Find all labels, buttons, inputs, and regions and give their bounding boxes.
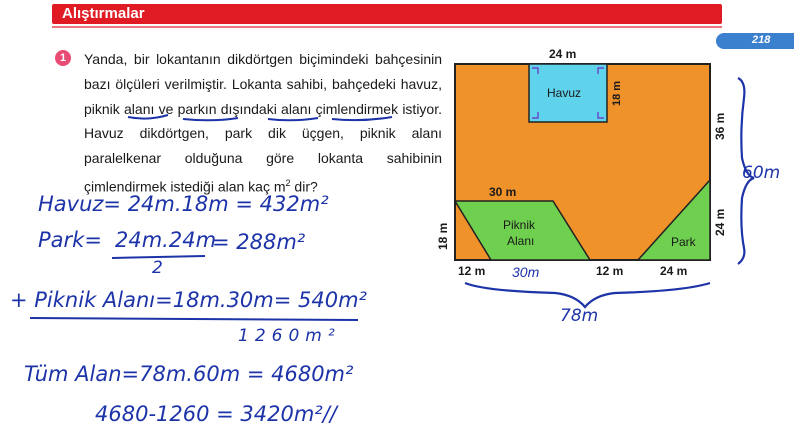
annotation-total-height: 60m: [742, 163, 781, 183]
label-left-height: 18 m: [436, 222, 450, 250]
solution-line-havuz: Havuz= 24m.18m = 432m²: [38, 192, 329, 216]
solution-park-label: Park=: [38, 228, 102, 252]
label-right-lower: 24 m: [713, 208, 727, 236]
pool-label: Havuz: [547, 86, 582, 100]
picnic-label-1: Piknik: [503, 218, 536, 232]
problem-text-end: dir?: [290, 178, 318, 195]
annotation-total-width: 78m: [560, 306, 599, 326]
page-number: 218: [752, 34, 771, 46]
park-label: Park: [671, 235, 696, 249]
label-picnic-top: 30 m: [489, 185, 517, 199]
solution-line-final: 4680-1260 = 3420m²//: [95, 402, 337, 426]
picnic-label-2: Alanı: [507, 234, 535, 248]
solution-park-numerator: 24m.24m: [115, 228, 217, 252]
label-pool-height: 18 m: [611, 80, 623, 106]
label-right-upper: 36 m: [713, 112, 727, 140]
question-number-badge: 1: [55, 50, 71, 66]
sum-rule: [30, 318, 358, 320]
solution-park-result: = 288m²: [212, 230, 306, 254]
label-bottom-1: 12 m: [458, 264, 486, 278]
label-bottom-2: 30m: [512, 264, 540, 280]
problem-text-sup: 2: [285, 177, 291, 188]
label-bottom-3: 12 m: [596, 264, 624, 278]
solution-park-denominator: 2: [152, 258, 163, 278]
label-top-width: 24 m: [549, 47, 577, 61]
label-bottom-4: 24 m: [660, 264, 688, 278]
solution-sum: 1260m²: [238, 326, 341, 346]
solution-line-piknik: + Piknik Alanı=18m.30m= 540m²: [10, 288, 367, 312]
problem-text-main: Yanda, bir lokantanın dikdörtgen biçimindeki bahçesinin bazı ölçüleri verilmiştir. Lokanta sahibi, bahçedeki havuz, piknik alanı ve parkın dışındaki alanı çimlendirmek istiyor. Havuz dikdörtgen, park dik üçgen, piknik alanı paralelkenar olduğuna göre lokanta sahibinin çimlendirmek istediği alan kaç m: [84, 51, 442, 195]
section-title: Alıştırmalar: [62, 5, 145, 22]
solution-line-total: Tüm Alan=78m.60m = 4680m²: [24, 362, 354, 386]
